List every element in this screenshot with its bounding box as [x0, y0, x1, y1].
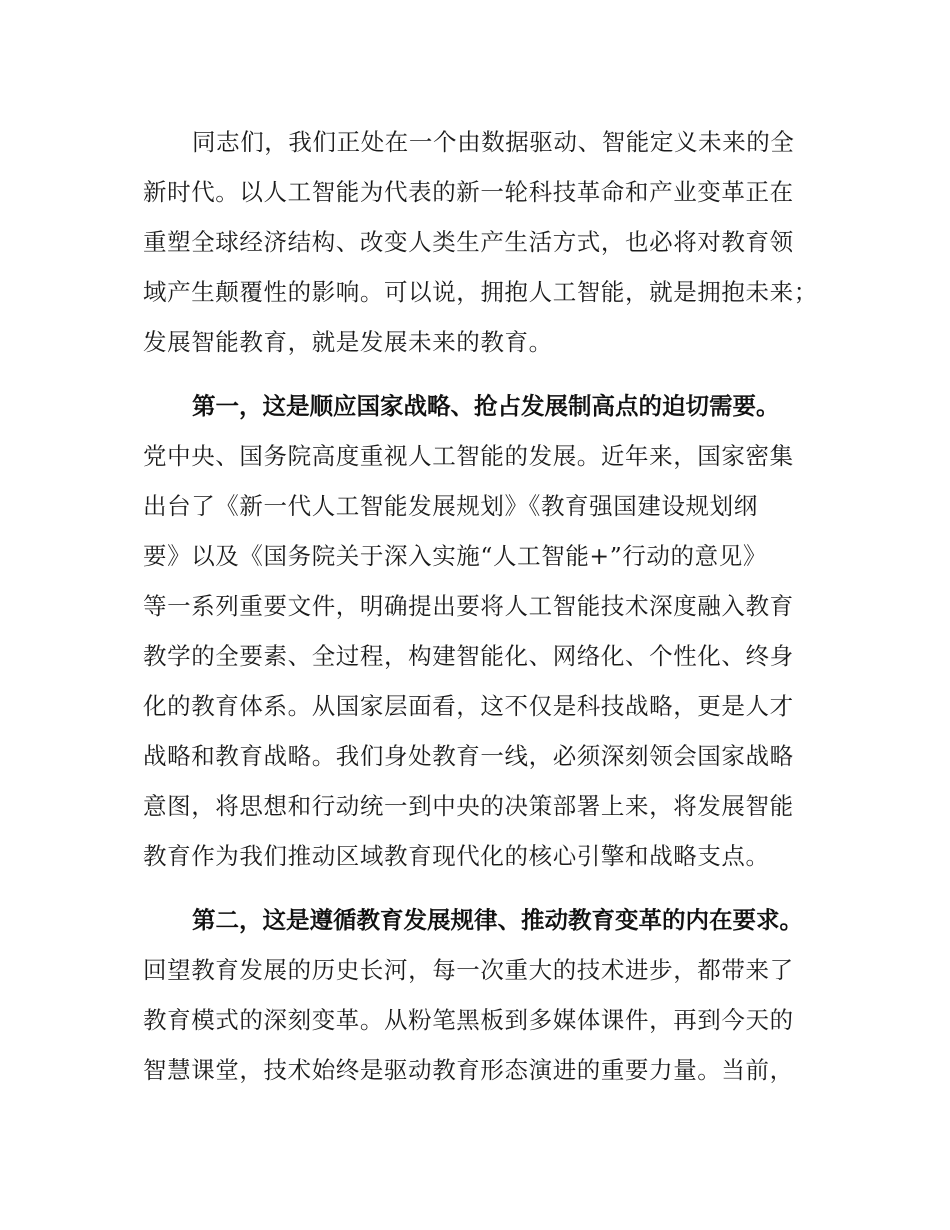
para2-line-5: 教学的全要素、全过程，构建智能化、网络化、个性化、终身: [143, 642, 794, 670]
para3-line-3: 智慧课堂，技术始终是驱动教育形态演进的重要力量。当前，: [143, 1056, 794, 1084]
para1-line-5: 发展智能教育，就是发展未来的教育。: [143, 328, 553, 356]
para1-line-4: 域产生颠覆性的影响。可以说，拥抱人工智能，就是拥抱未来；: [143, 278, 818, 306]
para2-line-7: 战略和教育战略。我们身处教育一线，必须深刻领会国家战略: [143, 742, 794, 770]
para2-line-1: 党中央、国务院高度重视人工智能的发展。近年来，国家密集: [143, 442, 794, 470]
para2-heading: 第一，这是顺应国家战略、抢占发展制高点的迫切需要。: [192, 392, 780, 420]
para1-line-2: 新时代。以人工智能为代表的新一轮科技革命和产业变革正在: [143, 178, 794, 206]
para1-line-3: 重塑全球经济结构、改变人类生产生活方式，也必将对教育领: [143, 228, 794, 256]
para1-line-1: 同志们，我们正处在一个由数据驱动、智能定义未来的全: [192, 128, 795, 156]
para2-line-8: 意图，将思想和行动统一到中央的决策部署上来，将发展智能: [143, 792, 794, 820]
para2-line-9: 教育作为我们推动区域教育现代化的核心引擎和战略支点。: [143, 842, 770, 870]
para2-line-4: 等一系列重要文件，明确提出要将人工智能技术深度融入教育: [143, 592, 794, 620]
para3-line-2: 教育模式的深刻变革。从粉笔黑板到多媒体课件，再到今天的: [143, 1006, 794, 1034]
para3-heading: 第二，这是遵循教育发展规律、推动教育变革的内在要求。: [192, 906, 803, 934]
para2-line-3: 要》以及《国务院关于深入实施“人工智能+”行动的意见》: [143, 542, 767, 570]
para2-line-6: 化的教育体系。从国家层面看，这不仅是科技战略，更是人才: [143, 692, 794, 720]
para3-line-1: 回望教育发展的历史长河，每一次重大的技术进步，都带来了: [143, 956, 794, 984]
para2-line-2: 出台了《新一代人工智能发展规划》《教育强国建设规划纲: [143, 492, 758, 520]
